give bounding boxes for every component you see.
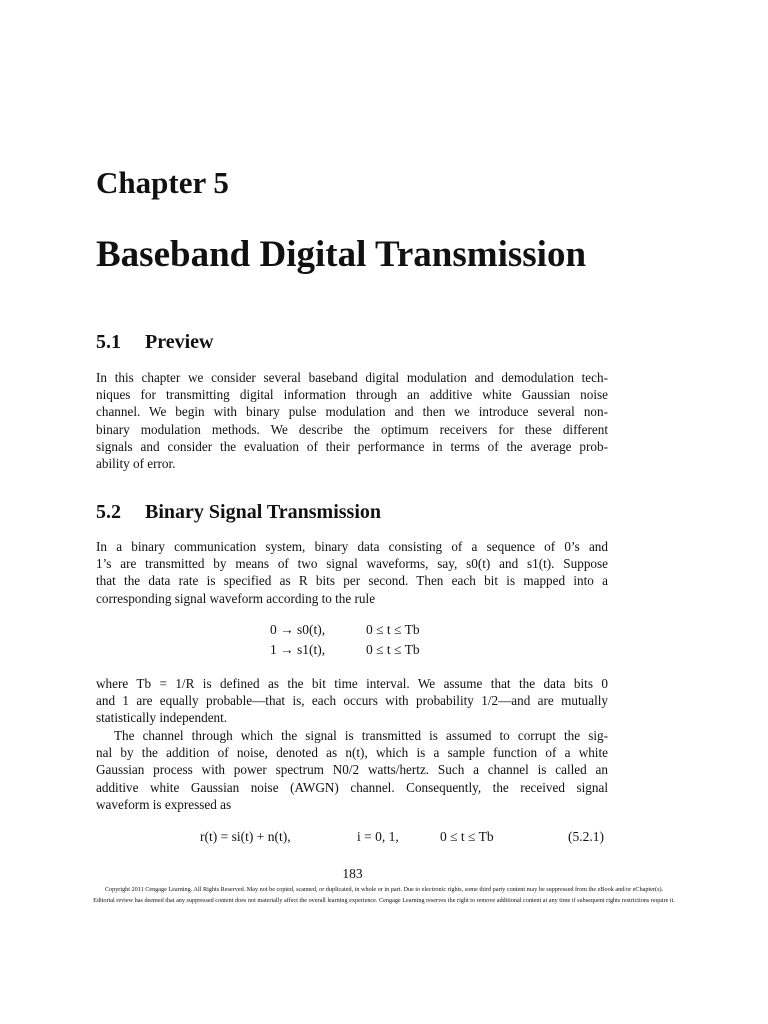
copyright-notice-line: Editorial review has deemed that any suppressed content does not materially affect the overall learning experience. Cengage Learning reserves the right to remove additional content at any time if subsequent rights restrictions require it. [93,897,675,904]
paragraph-line: niques for transmitting digital information through an additive white Gaussian noise [96,387,608,403]
paragraph-line: signals and consider the evaluation of their performance in terms of the average prob- [96,438,608,454]
paragraph-line: and 1 are equally probable—that is, each occurs with probability 1/2—and are mutually [96,693,608,709]
paragraph-line: The channel through which the signal is transmitted is assumed to corrupt the sig- [114,728,608,743]
paragraph-line: waveform is expressed as [96,796,232,812]
section-title: Binary Signal Transmission [145,501,381,523]
binary-intro-paragraph [96,538,608,607]
paragraph-line: nal by the addition of noise, denoted as n(t), which is a sample function of a white [96,745,608,761]
equation-mapping: 1 → s1(t), [270,642,326,657]
equation-expression: r(t) = si(t) + n(t), [200,829,291,844]
section-title: Preview [145,331,214,353]
paragraph-line: Gaussian process with power spectrum N0/2 watts/hertz. Such a channel is called an [96,762,608,778]
equation-range: 0 ≤ t ≤ Tb [440,829,494,844]
copyright-notice-line: Copyright 2011 Cengage Learning. All Rights Reserved. May not be copied, scanned, or duplicated, in whole or in part. Due to electronic rights, some third party content may be suppressed from the eBook and/or eChapter(s). [104,886,664,893]
equation-number: (5.2.1) [568,829,604,844]
chapter-title: Baseband Digital Transmission [96,234,587,275]
chapter-label: Chapter 5 [96,165,229,200]
preview-paragraph [96,369,608,472]
paragraph-line: statistically independent. [96,710,228,726]
section-heading-preview [96,331,214,354]
equation-index: i = 0, 1, [357,829,399,844]
bit-interval-paragraph [96,675,608,727]
equation-range: 0 ≤ t ≤ Tb [366,622,420,637]
paragraph-line: ability of error. [96,455,176,471]
paragraph-line: corresponding signal waveform according to the rule [96,590,376,606]
paragraph-line: 1’s are transmitted by means of two signal waveforms, say, s0(t) and s1(t). Suppose [96,556,608,572]
paragraph-line: where Tb = 1/R is defined as the bit time interval. We assume that the data bits 0 [96,676,608,691]
equation-range: 0 ≤ t ≤ Tb [366,642,420,657]
received-signal-equation [200,829,610,849]
section-heading-binary-signal [96,501,381,524]
page-number: 183 [342,866,363,881]
channel-paragraph [96,727,608,813]
section-number: 5.2 [96,501,121,523]
paragraph-line: In a binary communication system, binary data consisting of a sequence of 0’s and [96,539,608,554]
paragraph-line: that the data rate is specified as R bits per second. Then each bit is mapped into a [96,573,608,589]
paragraph-line: channel. We begin with binary pulse modulation and then we introduce several non- [96,404,608,420]
equation-mapping: 0 → s0(t), [270,622,326,637]
section-number: 5.1 [96,331,121,353]
paragraph-line: additive white Gaussian noise (AWGN) channel. Consequently, the received signal [96,779,608,795]
paragraph-line: In this chapter we consider several baseband digital modulation and demodulation tech- [96,370,608,385]
paragraph-line: binary modulation methods. We describe the optimum receivers for these different [96,421,608,437]
